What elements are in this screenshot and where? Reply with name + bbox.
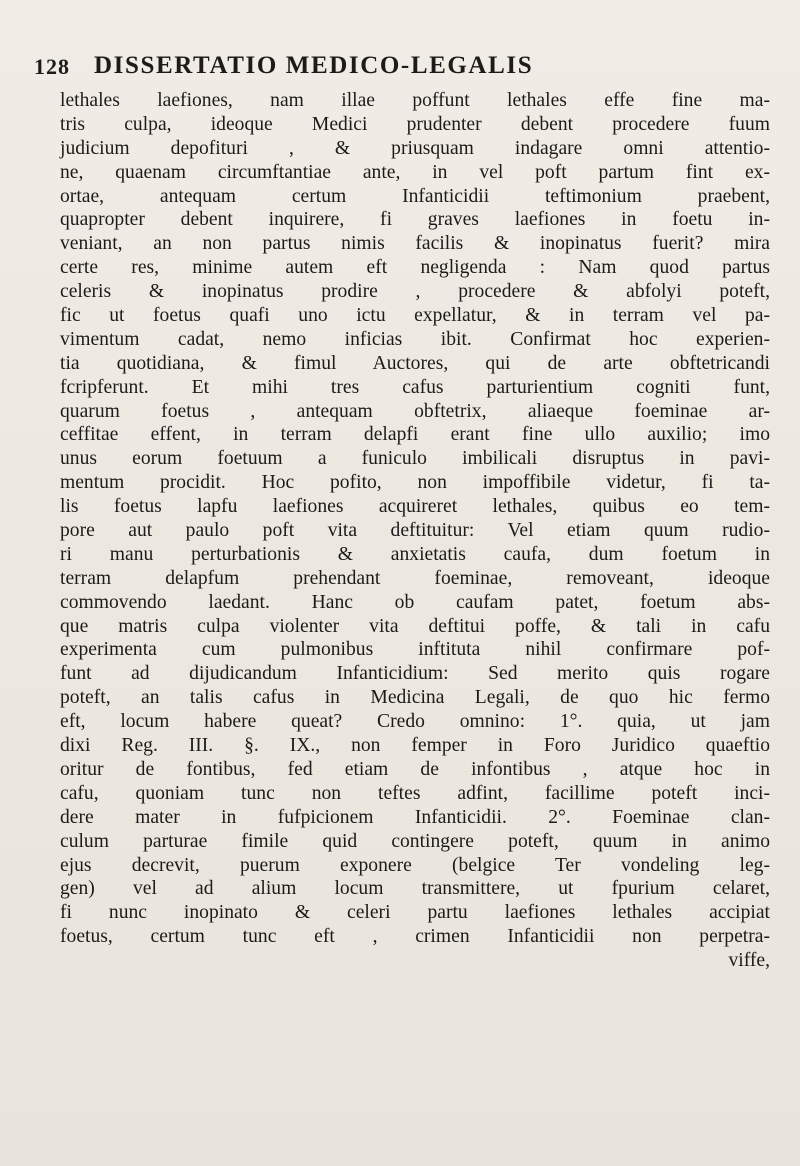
text-line: culum parturae fimile quid contingere poteft, quum in animo xyxy=(60,830,770,852)
text-line: celeris & inopinatus prodire , procedere & abfolyi poteft, xyxy=(60,281,770,303)
text-line: vimentum cadat, nemo inficias ibit. Confirmat hoc experien- xyxy=(60,328,770,350)
text-line: ortae, antequam certum Infanticidii teftimonium praebent, xyxy=(60,185,770,207)
catchword: viffe, xyxy=(728,950,770,972)
text-line: experimenta cum pulmonibus inftituta nihil confirmare pof- xyxy=(60,639,770,661)
text-line: certe res, minime autem eft negligenda : Nam quod partus xyxy=(60,257,770,279)
text-line: tris culpa, ideoque Medici prudenter debent procedere fuum xyxy=(60,113,770,135)
text-line: eft, locum habere queat? Credo omnino: 1°. quia, ut jam xyxy=(60,711,770,733)
page-header xyxy=(0,50,800,86)
text-line: terram delapfum prehendant foeminae, removeant, ideoque xyxy=(60,567,770,589)
text-line: pore aut paulo poft vita deftituitur: Vel etiam quum rudio- xyxy=(60,520,770,542)
text-line: veniant, an non partus nimis facilis & inopinatus fuerit? mira xyxy=(60,233,770,255)
text-line: lis foetus lapfu laefiones acquireret lethales, quibus eo tem- xyxy=(60,496,770,518)
text-line: ri manu perturbationis & anxietatis caufa, dum foetum in xyxy=(60,543,770,565)
page-number: 128 xyxy=(34,54,70,79)
text-line: foetus, certum tunc eft , crimen Infanticidii non perpetra- xyxy=(60,926,770,948)
text-line: oritur de fontibus, fed etiam de infontibus , atque hoc in xyxy=(60,758,770,780)
text-line: tia quotidiana, & fimul Auctores, qui de arte obftetricandi xyxy=(60,352,770,374)
text-line: fcripferunt. Et mihi tres cafus parturientium cogniti funt, xyxy=(60,376,770,398)
text-line: quapropter debent inquirere, fi graves laefiones in foetu in- xyxy=(60,209,770,231)
text-line: gen) vel ad alium locum transmittere, ut fpurium celaret, xyxy=(60,878,770,900)
text-line: dere mater in fufpicionem Infanticidii. 2°. Foeminae clan- xyxy=(60,806,770,828)
text-line: fi nunc inopinato & celeri partu laefiones lethales accipiat xyxy=(60,902,770,924)
text-line: poteft, an talis cafus in Medicina Legali, de quo hic fermo xyxy=(60,687,770,709)
text-line: lethales laefiones, nam illae poffunt lethales effe fine ma- xyxy=(60,90,770,111)
text-line: dixi Reg. III. §. IX., non femper in Foro Juridico quaeftio xyxy=(60,735,770,757)
text-line: quarum foetus , antequam obftetrix, aliaeque foeminae ar- xyxy=(60,400,770,422)
running-head: DISSERTATIO MEDICO-LEGALIS xyxy=(94,52,534,79)
text-line: commovendo laedant. Hanc ob caufam patet, foetum abs- xyxy=(60,591,770,613)
text-line: judicium depofituri , & priusquam indagare omni attentio- xyxy=(60,137,770,159)
body-text xyxy=(60,89,770,973)
text-line: unus eorum foetuum a funiculo imbilicali disruptus in pavi- xyxy=(60,448,770,470)
text-line: ejus decrevit, puerum exponere (belgice Ter vondeling leg- xyxy=(60,854,770,876)
text-line: funt ad dijudicandum Infanticidium: Sed merito quis rogare xyxy=(60,663,770,685)
text-line: cafu, quoniam tunc non teftes adfint, facillime poteft inci- xyxy=(60,782,770,804)
text-line: ne, quaenam circumftantiae ante, in vel poft partum fint ex- xyxy=(60,161,770,183)
text-line: ceffitae effent, in terram delapfi erant fine ullo auxilio; imo xyxy=(60,424,770,446)
text-line: mentum procidit. Hoc pofito, non impoffibile videtur, fi ta- xyxy=(60,472,770,494)
text-line: fic ut foetus quafi uno ictu expellatur, & in terram vel pa- xyxy=(60,305,770,327)
text-line: que matris culpa violenter vita deftitui poffe, & tali in cafu xyxy=(60,615,770,637)
